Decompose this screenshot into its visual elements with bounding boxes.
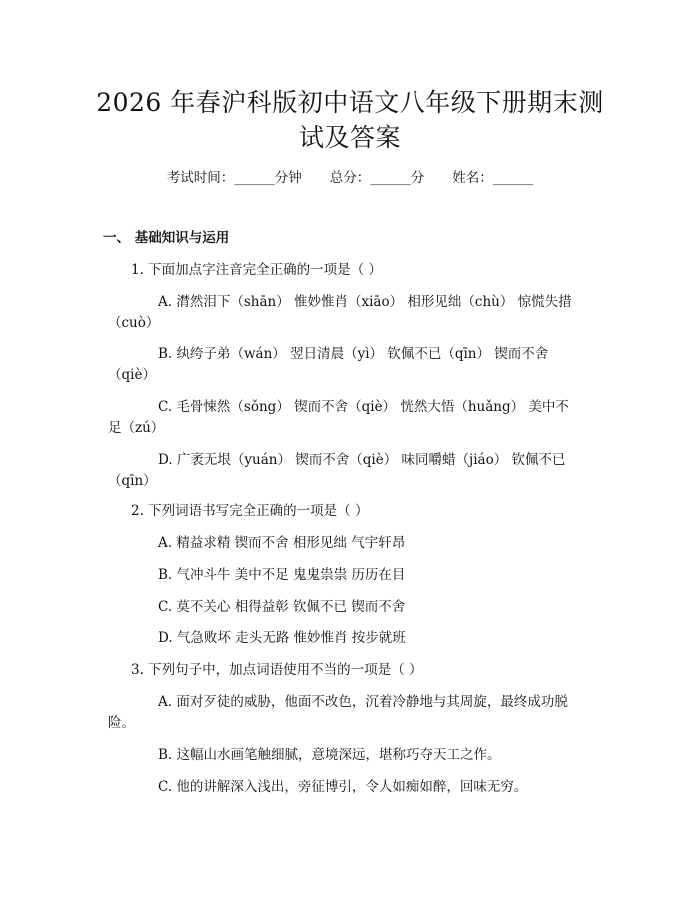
question-stem: 1. 下面加点字注音完全正确的一项是（ ） [131, 262, 382, 278]
option-text: D. 气急败坏 走头无路 惟妙惟肖 按步就班 [158, 630, 406, 646]
option-text: A. 面对歹徒的威胁，他面不改色，沉着冷静地与其周旋，最终成功脱 [158, 694, 568, 710]
option-text: D. 广袤无垠（yuán） 锲而不舍（qiè） 味同嚼蜡（jiáo） 钦佩不已 [158, 452, 566, 468]
option-text: C. 他的讲解深入浅出，旁征博引，令人如痴如醉，回味无穷。 [158, 779, 528, 795]
option-text: A. 精益求精 锲而不舍 相形见绌 气宇轩昂 [158, 535, 406, 551]
total-score: 总分：______分 [329, 170, 425, 186]
exam-title-line2: 试及答案 [298, 123, 401, 152]
option-text-wrap: 险。 [108, 715, 135, 731]
question-stem: 2. 下列词语书写完全正确的一项是（ ） [131, 503, 369, 519]
option-text: B. 这幅山水画笔触细腻，意境深远，堪称巧夺天工之作。 [158, 747, 501, 763]
question-stem: 3. 下列句子中，加点词语使用不当的一项是（ ） [131, 662, 423, 678]
option-text-wrap: （qiè） [108, 367, 156, 383]
option-text: C. 莫不关心 相得益彰 钦佩不已 锲而不舍 [158, 599, 406, 615]
option-text: C. 毛骨悚然（sǒng） 锲而不舍（qiè） 恍然大悟（huǎng） 美中不 [158, 399, 569, 415]
section-heading: 一、 基础知识与运用 [103, 230, 230, 246]
option-text: B. 气冲斗牛 美中不足 鬼鬼祟祟 历历在目 [158, 567, 406, 583]
option-text: B. 纨绔子弟（wán） 翌日清晨（yì） 钦佩不已（qīn） 锲而不舍 [158, 346, 549, 362]
student-name: 姓名：______ [452, 170, 534, 186]
exam-info [0, 168, 700, 188]
exam-title-line1: 2026 年春沪科版初中语文八年级下册期末测 [96, 88, 604, 117]
option-text: A. 潸然泪下（shān） 惟妙惟肖（xiāo） 相形见绌（chù） 惊慌失措 [158, 294, 572, 310]
option-text-wrap: 足（zú） [108, 420, 165, 436]
option-text-wrap: （cuò） [108, 315, 160, 331]
option-text-wrap: （qīn） [108, 473, 157, 489]
exam-time: 考试时间：______分钟 [166, 170, 302, 186]
